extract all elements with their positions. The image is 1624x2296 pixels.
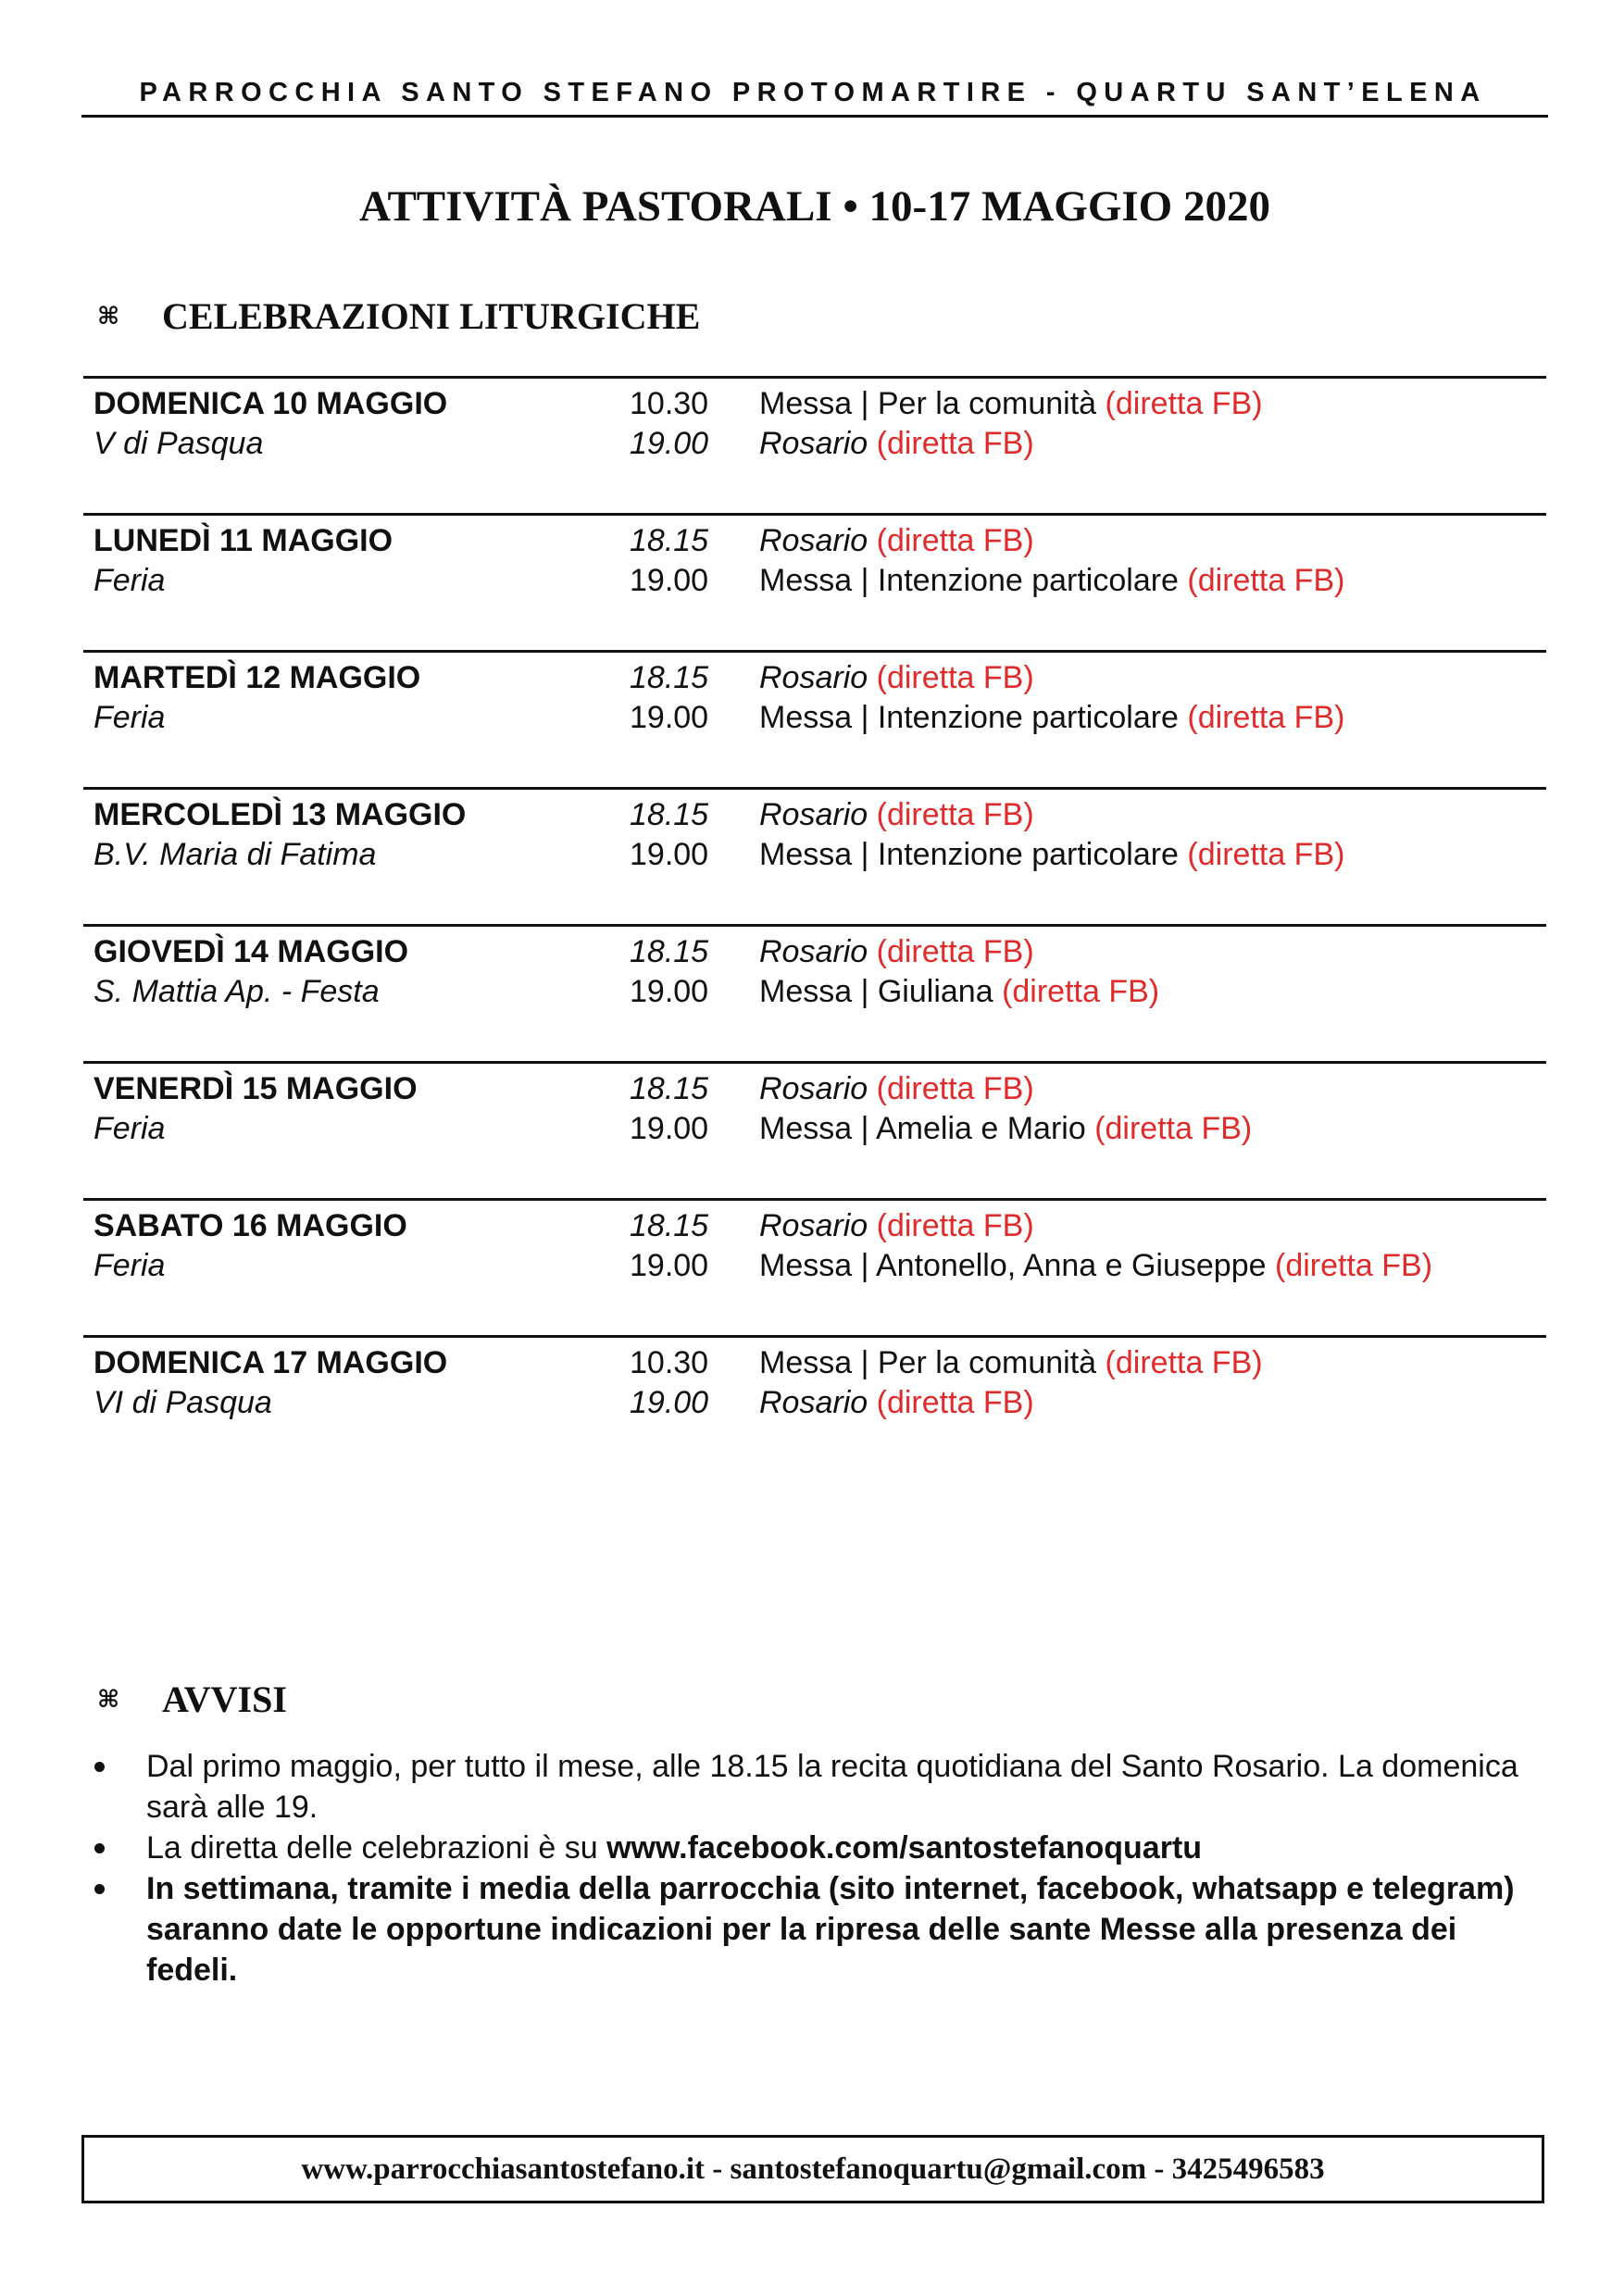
live-stream-label: (diretta FB) [876, 426, 1034, 461]
live-stream-label: (diretta FB) [876, 660, 1034, 695]
event-title: Rosario [759, 934, 868, 969]
event-description [759, 1343, 1263, 1382]
day-name: MERCOLEDÌ 13 MAGGIO [94, 797, 467, 832]
day-block [83, 376, 1546, 482]
live-stream-label: (diretta FB) [876, 1071, 1034, 1106]
event-title: Rosario [759, 797, 868, 832]
event-row [83, 424, 1546, 463]
event-time: 19.00 [630, 974, 709, 1009]
event-time: 18.15 [630, 1071, 709, 1106]
event-row [83, 835, 1546, 874]
live-stream-label: (diretta FB) [1002, 974, 1160, 1009]
day-block [83, 1198, 1546, 1304]
day-block [83, 1335, 1546, 1441]
event-description [759, 1069, 1034, 1108]
day-subtitle: VI di Pasqua [94, 1385, 272, 1420]
live-stream-label: (diretta FB) [876, 1385, 1034, 1420]
header-divider [81, 115, 1548, 118]
bullet-dot-icon [94, 1884, 105, 1894]
live-stream-label: (diretta FB) [1187, 563, 1345, 598]
event-time: 19.00 [630, 700, 709, 735]
event-title: Rosario [759, 1071, 868, 1106]
event-time: 18.15 [630, 523, 709, 558]
event-time: 18.15 [630, 660, 709, 695]
notice-item [91, 1828, 1535, 1868]
day-name: MARTEDÌ 12 MAGGIO [94, 660, 421, 695]
notice-item [91, 1868, 1535, 1990]
footer-contacts: www.parrocchiasantostefano.it - santostefanoquartu@gmail.com - 3425496583 [81, 2135, 1544, 2203]
event-title: Messa | Giuliana [759, 974, 993, 1009]
notice-text: La diretta delle celebrazioni è su [146, 1830, 607, 1866]
event-title: Rosario [759, 426, 868, 461]
live-stream-label: (diretta FB) [1105, 1345, 1263, 1380]
section-avvisi-label: AVVISI [162, 1678, 287, 1720]
event-time: 10.30 [630, 386, 709, 421]
day-name: LUNEDÌ 11 MAGGIO [94, 523, 394, 558]
event-row [83, 1383, 1546, 1422]
live-stream-label: (diretta FB) [1105, 386, 1263, 421]
event-title: Messa | Per la comunità [759, 1345, 1097, 1380]
day-name: SABATO 16 MAGGIO [94, 1208, 407, 1243]
event-row [83, 972, 1546, 1011]
event-time: 19.00 [630, 1385, 709, 1420]
event-title: Messa | Antonello, Anna e Giuseppe [759, 1248, 1267, 1283]
event-description [759, 384, 1263, 423]
day-subtitle: Feria [94, 563, 166, 598]
event-title: Messa | Intenzione particolare [759, 837, 1179, 872]
day-subtitle: Feria [94, 700, 166, 735]
live-stream-label: (diretta FB) [1275, 1248, 1433, 1283]
event-row [83, 658, 1546, 697]
facebook-link[interactable]: www.facebook.com/santostefanoquartu [606, 1830, 1203, 1866]
event-description [759, 1246, 1432, 1285]
event-row [83, 561, 1546, 600]
notices-list [91, 1746, 1535, 1990]
event-description [759, 1206, 1034, 1245]
event-title: Rosario [759, 523, 868, 558]
day-name: GIOVEDÌ 14 MAGGIO [94, 934, 409, 969]
event-description [759, 1109, 1252, 1148]
event-row [83, 795, 1546, 834]
event-row [83, 698, 1546, 737]
section-liturgy-heading [97, 294, 700, 338]
event-row [83, 932, 1546, 971]
event-row [83, 1109, 1546, 1148]
live-stream-label: (diretta FB) [1187, 837, 1345, 872]
event-description [759, 972, 1159, 1011]
day-name: DOMENICA 17 MAGGIO [94, 1345, 448, 1380]
event-row [83, 1246, 1546, 1285]
section-bullet-icon: ⌘ [97, 302, 120, 330]
bullet-dot-icon [94, 1843, 105, 1853]
event-title: Messa | Amelia e Mario [759, 1111, 1086, 1146]
event-time: 18.15 [630, 934, 709, 969]
day-block [83, 513, 1546, 619]
live-stream-label: (diretta FB) [876, 523, 1034, 558]
parish-header: PARROCCHIA SANTO STEFANO PROTOMARTIRE - QUARTU SANT’ELENA [139, 78, 1487, 107]
day-block [83, 650, 1546, 756]
event-description [759, 835, 1344, 874]
event-title: Messa | Intenzione particolare [759, 700, 1179, 735]
event-title: Messa | Per la comunità [759, 386, 1097, 421]
page-title: ATTIVITÀ PASTORALI • 10-17 MAGGIO 2020 [359, 182, 1270, 231]
live-stream-label: (diretta FB) [876, 1208, 1034, 1243]
event-description [759, 658, 1034, 697]
event-time: 10.30 [630, 1345, 709, 1380]
live-stream-label: (diretta FB) [876, 934, 1034, 969]
day-subtitle: S. Mattia Ap. - Festa [94, 974, 380, 1009]
notice-text: In settimana, tramite i media della parrocchia (sito internet, facebook, whatsapp e telegram) saranno date le opportune indicazioni per la ripresa delle sante Messe alla presenza dei fedeli. [146, 1871, 1515, 1988]
event-time: 19.00 [630, 563, 709, 598]
event-description [759, 795, 1034, 834]
notice-item [91, 1746, 1535, 1828]
event-description [759, 424, 1034, 463]
event-title: Rosario [759, 1385, 868, 1420]
event-description [759, 561, 1344, 600]
day-block [83, 787, 1546, 893]
day-subtitle: Feria [94, 1248, 166, 1283]
event-row [83, 1069, 1546, 1108]
live-stream-label: (diretta FB) [1094, 1111, 1253, 1146]
event-description [759, 521, 1034, 560]
event-title: Rosario [759, 1208, 868, 1243]
event-row [83, 384, 1546, 423]
bullet-dot-icon [94, 1762, 105, 1772]
event-description [759, 698, 1344, 737]
day-name: VENERDÌ 15 MAGGIO [94, 1071, 418, 1106]
event-time: 18.15 [630, 797, 709, 832]
section-avvisi-heading [97, 1678, 287, 1721]
event-row [83, 1206, 1546, 1245]
event-description [759, 1383, 1034, 1422]
live-stream-label: (diretta FB) [876, 797, 1034, 832]
day-block [83, 924, 1546, 1030]
notice-text: Dal primo maggio, per tutto il mese, alle 18.15 la recita quotidiana del Santo Rosario. La domenica sarà alle 19. [146, 1749, 1518, 1825]
live-stream-label: (diretta FB) [1187, 700, 1345, 735]
day-subtitle: V di Pasqua [94, 426, 264, 461]
event-time: 19.00 [630, 1111, 709, 1146]
event-time: 19.00 [630, 837, 709, 872]
section-bullet-icon: ⌘ [97, 1685, 120, 1713]
day-subtitle: Feria [94, 1111, 166, 1146]
event-time: 19.00 [630, 1248, 709, 1283]
event-time: 18.15 [630, 1208, 709, 1243]
event-description [759, 932, 1034, 971]
section-liturgy-label: CELEBRAZIONI LITURGICHE [162, 295, 701, 337]
day-subtitle: B.V. Maria di Fatima [94, 837, 377, 872]
event-title: Messa | Intenzione particolare [759, 563, 1179, 598]
event-row [83, 1343, 1546, 1382]
event-title: Rosario [759, 660, 868, 695]
day-name: DOMENICA 10 MAGGIO [94, 386, 448, 421]
day-block [83, 1061, 1546, 1167]
event-time: 19.00 [630, 426, 709, 461]
event-row [83, 521, 1546, 560]
